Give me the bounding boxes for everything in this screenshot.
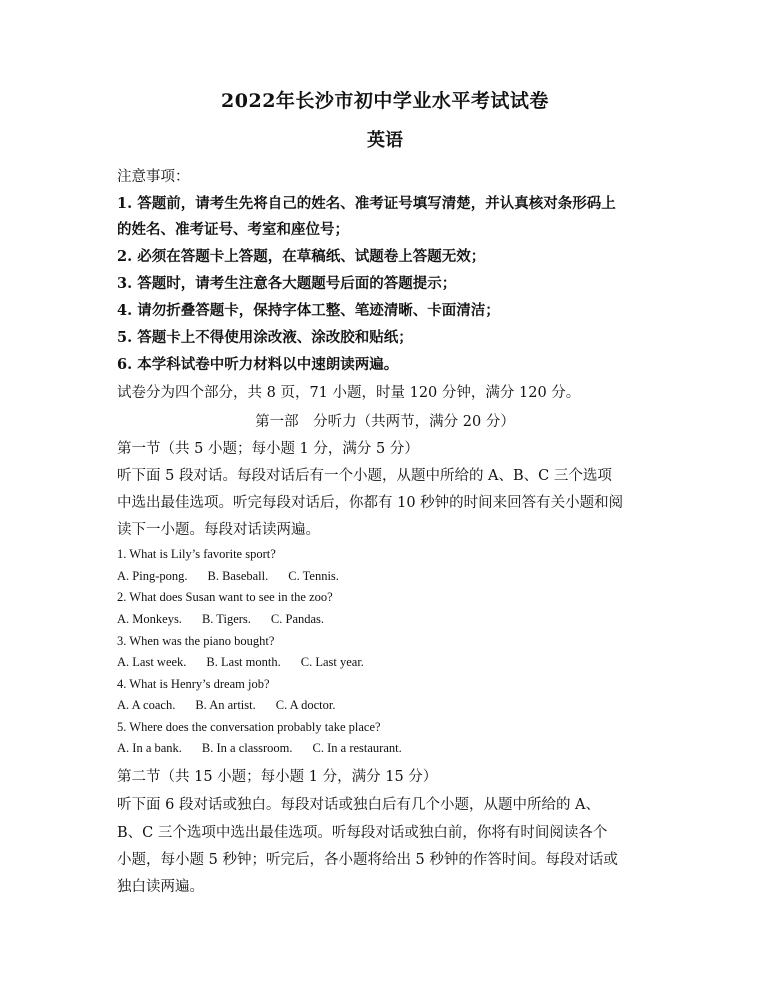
- part1-heading: 第一部 分听力（共两节，满分 20 分）: [255, 414, 515, 430]
- option-b: B. In a classroom.: [201, 741, 293, 755]
- section2-instruction-2: B、C 三个选项中选出最佳选项。听每段对话或独白前，你将有时间阅读各个: [117, 825, 608, 841]
- section1-instruction-3: 读下一小题。每段对话读两遍。: [117, 522, 320, 538]
- option-c: C. Pandas.: [270, 612, 325, 626]
- section1-heading: 第一节（共 5 小题；每小题 1 分，满分 5 分）: [117, 441, 419, 457]
- notice-item-2: 2. 必须在答题卡上答题，在草稿纸、试题卷上答题无效；: [117, 248, 486, 265]
- option-b: B. Last month.: [206, 655, 281, 669]
- option-c: C. Tennis.: [288, 569, 339, 583]
- question-5: 5. Where does the conversation probably take place?: [117, 720, 381, 734]
- option-b: B. Tigers.: [201, 612, 251, 626]
- section1-instruction-2: 中选出最佳选项。听完每段对话后，你都有 10 秒钟的时间来回答有关小题和阅: [117, 495, 624, 511]
- question-3: 3. When was the piano bought?: [117, 634, 275, 648]
- option-b: B. An artist.: [195, 698, 256, 712]
- section2-instruction-3: 小题，每小题 5 秒钟；听完后，各小题将给出 5 秒钟的作答时间。每段对话或: [117, 852, 618, 868]
- option-a: A. Monkeys.: [117, 612, 182, 626]
- exam-title: 2022年长沙市初中学业水平考试试卷: [221, 90, 549, 112]
- option-a: A. Ping-pong.: [117, 569, 188, 583]
- option-c: C. In a restaurant.: [312, 741, 402, 755]
- notice-item-4: 4. 请勿折叠答题卡，保持字体工整、笔迹清晰、卡面清洁；: [117, 302, 500, 319]
- option-a: A. In a bank.: [117, 741, 182, 755]
- notice-item-5: 5. 答题卡上不得使用涂改液、涂改胶和贴纸；: [117, 329, 413, 346]
- question-1-options: [117, 569, 662, 584]
- option-c: C. A doctor.: [275, 698, 336, 712]
- question-4: 4. What is Henry’s dream job?: [117, 677, 270, 691]
- question-2-options: [117, 612, 662, 627]
- section2-instruction-4: 独白读两遍。: [117, 879, 204, 895]
- notice-item-3: 3. 答题时，请考生注意各大题题号后面的答题提示；: [117, 275, 457, 292]
- section2-instruction-1: 听下面 6 段对话或独白。每段对话或独白后有几个小题，从题中所给的 A、: [117, 797, 601, 813]
- option-a: A. Last week.: [117, 655, 187, 669]
- section1-instruction-1: 听下面 5 段对话。每段对话后有一个小题，从题中所给的 A、B、C 三个选项: [117, 468, 612, 484]
- option-c: C. Last year.: [300, 655, 364, 669]
- question-3-options: [117, 655, 662, 670]
- notice-item-1-cont: 的姓名、准考证号、考室和座位号；: [117, 221, 349, 238]
- option-a: A. A coach.: [117, 698, 176, 712]
- section2-heading: 第二节（共 15 小题；每小题 1 分，满分 15 分）: [117, 769, 438, 785]
- exam-summary: 试卷分为四个部分，共 8 页，71 小题，时量 120 分钟，满分 120 分。: [117, 385, 581, 401]
- question-4-options: [117, 698, 662, 713]
- notice-item-6: 6. 本学科试卷中听力材料以中速朗读两遍。: [117, 356, 399, 373]
- subject-title: 英语: [367, 130, 403, 151]
- option-b: B. Baseball.: [207, 569, 269, 583]
- notice-heading: 注意事项：: [117, 169, 190, 185]
- notice-item-1: 1. 答题前，请考生先将自己的姓名、准考证号填写清楚，并认真核对条形码上: [117, 195, 616, 212]
- question-2: 2. What does Susan want to see in the zoo?: [117, 590, 333, 604]
- question-1: 1. What is Lily’s favorite sport?: [117, 547, 276, 561]
- question-5-options: [117, 741, 662, 756]
